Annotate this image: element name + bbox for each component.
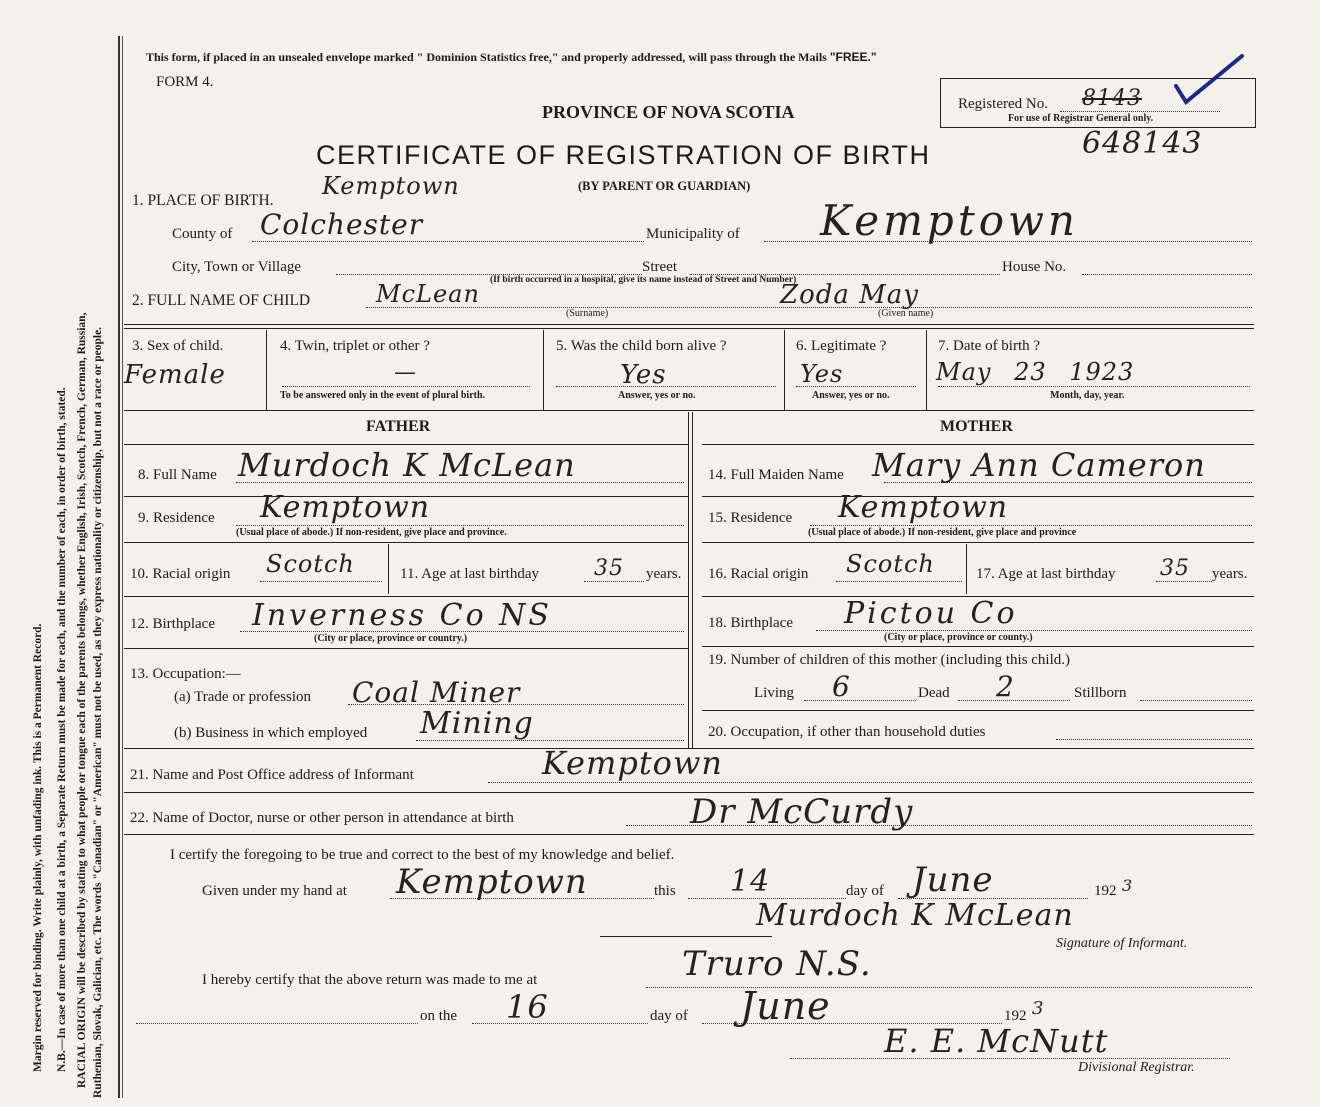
informant-line — [488, 782, 1252, 783]
living-value: 6 — [832, 670, 851, 703]
father-racial-divider — [388, 544, 389, 594]
form-number: FORM 4. — [156, 74, 214, 90]
mother-rule-4 — [702, 646, 1254, 647]
given-name-caption: (Given name) — [878, 308, 934, 319]
registrar-day-line — [472, 1023, 648, 1024]
registrar-lead-line — [136, 1023, 418, 1024]
rule-after-name — [124, 324, 1254, 325]
dead-value: 2 — [996, 670, 1015, 703]
mother-racial-label: 16. Racial origin — [708, 566, 809, 582]
father-birthplace-value: Inverness Co NS — [252, 598, 552, 633]
dob-note: Month, day, year. — [1050, 390, 1125, 401]
given-place-value: Kemptown — [396, 862, 588, 902]
registrar-place-value: Truro N.S. — [682, 944, 872, 984]
given-day-value: 14 — [730, 864, 771, 899]
born-alive-label: 5. Was the child born alive ? — [556, 338, 727, 354]
sex-value: Female — [124, 360, 226, 390]
father-residence-value: Kemptown — [260, 490, 431, 525]
twin-note: To be answered only in the event of plural birth. — [280, 390, 486, 401]
father-trade-value: Coal Miner — [352, 676, 521, 709]
county-line — [252, 241, 644, 242]
registrar-signature: E. E. McNutt — [884, 1022, 1109, 1060]
stillborn-line — [1140, 700, 1252, 701]
father-birthplace-note: (City or place, province or country.) — [314, 633, 468, 644]
dead-label: Dead — [918, 685, 950, 701]
father-residence-line — [236, 525, 684, 526]
father-name-label: 8. Full Name — [138, 467, 217, 483]
mother-age-value: 35 — [1160, 556, 1190, 581]
living-label: Living — [754, 685, 794, 701]
registrar-year-suffix: 3 — [1032, 998, 1045, 1019]
father-trade-label: (a) Trade or profession — [174, 689, 312, 705]
margin-note-1: Margin reserved for binding. Write plainly, with unfading ink. This is a Permanent Record. — [32, 623, 44, 1072]
mother-racial-value: Scotch — [846, 550, 935, 578]
father-age-unit: years. — [646, 566, 682, 582]
house-number-label: House No. — [1002, 259, 1067, 275]
mother-name-label: 14. Full Maiden Name — [708, 467, 844, 483]
county-value: Colchester — [260, 208, 424, 241]
dob-label: 7. Date of birth ? — [938, 338, 1041, 354]
registrar-signature-caption: Divisional Registrar. — [1078, 1060, 1195, 1075]
registrar-day-value: 16 — [506, 988, 549, 1026]
margin-note-3: RACIAL ORIGIN will be described by stating to what people or tongue each of the parents belongs, whether English, Irish, Scotch, French, German, Russian, — [76, 312, 88, 1088]
binding-margin-rule — [118, 36, 120, 1098]
on-the-label: on the — [420, 1008, 458, 1024]
sex-label: 3. Sex of child. — [132, 338, 224, 354]
dob-line — [938, 386, 1250, 387]
divider-3-4 — [266, 330, 267, 410]
mother-rule-2 — [702, 542, 1254, 543]
father-residence-note: (Usual place of abode.) If non-resident, give place and province. — [236, 527, 507, 538]
child-surname-value: McLean — [376, 280, 480, 308]
given-year-prefix: 192 — [1094, 883, 1117, 899]
father-heading-rule — [124, 444, 688, 445]
house-number-line — [1082, 274, 1252, 275]
legitimate-note: Answer, yes or no. — [812, 390, 890, 401]
father-residence-label: 9. Residence — [138, 510, 215, 526]
twin-line — [282, 386, 530, 387]
father-business-label: (b) Business in which employed — [174, 725, 368, 741]
mother-rule-5 — [702, 710, 1254, 711]
born-alive-value: Yes — [620, 360, 667, 390]
registrar-use-note: For use of Registrar General only. — [1008, 113, 1154, 124]
father-rule-3 — [124, 596, 688, 597]
father-racial-label: 10. Racial origin — [130, 566, 231, 582]
registrar-place-line — [646, 987, 1252, 988]
this-label: this — [654, 883, 676, 899]
divider-6-7 — [926, 330, 927, 410]
given-under-label: Given under my hand at — [202, 883, 347, 899]
father-rule-2 — [124, 542, 688, 543]
mother-residence-value: Kemptown — [838, 490, 1009, 525]
rule-after-doctor — [124, 834, 1254, 835]
stillborn-label: Stillborn — [1074, 685, 1127, 701]
parents-divider-2 — [692, 412, 693, 748]
father-business-value: Mining — [420, 706, 534, 741]
registration-number-written: 648143 — [1082, 126, 1203, 161]
father-rule-4 — [124, 648, 688, 649]
mother-racial-divider — [966, 544, 967, 594]
by-parent-note: (BY PARENT OR GUARDIAN) — [578, 179, 751, 193]
province-heading: PROVINCE OF NOVA SCOTIA — [542, 102, 795, 122]
rule-after-name-2 — [124, 328, 1254, 329]
doctor-label: 22. Name of Doctor, nurse or other person in attendance at birth — [130, 810, 514, 826]
mother-birthplace-label: 18. Birthplace — [708, 615, 793, 631]
informant-value: Kemptown — [542, 744, 723, 782]
mother-heading-rule — [702, 444, 1254, 445]
county-label: County of — [172, 226, 233, 242]
mail-note-text: This form, if placed in an unsealed envelope marked " Dominion Statistics free," and properly addressed, will pass through the Mails — [146, 50, 827, 64]
hospital-note: (If birth occurred in a hospital, give its name instead of Street and Number) — [490, 275, 797, 285]
divider-5-6 — [784, 330, 785, 410]
mother-birthplace-value: Pictou Co — [844, 596, 1018, 631]
mother-children-label: 19. Number of children of this mother (including this child.) — [708, 652, 1071, 668]
mother-racial-line — [836, 581, 962, 582]
father-age-label: 11. Age at last birthday — [400, 566, 539, 582]
father-racial-line — [260, 581, 382, 582]
registered-label: Registered No. — [958, 96, 1048, 112]
municipality-label: Municipality of — [646, 226, 740, 242]
father-name-value: Murdoch K McLean — [238, 446, 576, 484]
father-age-value: 35 — [594, 556, 624, 581]
registrar-day-of-label: day of — [650, 1008, 688, 1024]
registrar-month-value: June — [740, 984, 831, 1028]
place-of-birth-label: 1. PLACE OF BIRTH. — [132, 192, 274, 209]
dob-value: May 23 1923 — [936, 358, 1135, 386]
city-label: City, Town or Village — [172, 259, 302, 275]
father-racial-value: Scotch — [266, 550, 355, 578]
father-age-line — [584, 581, 644, 582]
mother-occupation-label: 20. Occupation, if other than household duties — [708, 724, 986, 740]
mother-residence-line — [810, 525, 1252, 526]
registered-number: 8143 — [1082, 86, 1142, 111]
mother-age-line — [1156, 581, 1212, 582]
day-of-label: day of — [846, 883, 884, 899]
mail-note — [146, 50, 877, 65]
informant-signature-line — [600, 936, 772, 937]
father-heading: FATHER — [366, 418, 431, 435]
twin-value: — — [394, 360, 417, 385]
mother-residence-note: (Usual place of abode.) If non-resident, give place and province — [808, 527, 1077, 538]
rule-before-parents — [124, 410, 1254, 411]
margin-note-2: N.B.—In case of more than one child at a birth, a Separate Return must be made for each, and the number of each, in order of birth, stated. — [56, 387, 68, 1072]
twin-label: 4. Twin, triplet or other ? — [280, 338, 430, 354]
mail-free: "FREE." — [829, 50, 877, 64]
street-label: Street — [642, 259, 677, 275]
mother-heading: MOTHER — [940, 418, 1013, 435]
margin-note-4: Ruthenian, Slovak, Galician, etc. The words "Canadian" or "American" must not be used, as they express nationality or citizenship, but not a race or people. — [92, 326, 104, 1098]
informant-signature-caption: Signature of Informant. — [1056, 936, 1188, 951]
doctor-value: Dr McCurdy — [690, 792, 914, 832]
informant-label: 21. Name and Post Office address of Informant — [130, 767, 414, 783]
given-year-suffix: 3 — [1122, 876, 1134, 895]
child-given-name-value: Zoda May — [780, 280, 919, 310]
surname-caption: (Surname) — [566, 308, 609, 319]
father-occupation-label: 13. Occupation:— — [130, 666, 241, 682]
mother-age-label: 17. Age at last birthday — [976, 566, 1116, 582]
full-name-child-label: 2. FULL NAME OF CHILD — [132, 292, 311, 309]
binding-margin-rule-inner — [122, 36, 123, 1098]
mother-name-value: Mary Ann Cameron — [872, 446, 1206, 484]
checkmark-icon — [1172, 52, 1246, 108]
born-alive-note: Answer, yes or no. — [618, 390, 696, 401]
registrar-statement: I hereby certify that the above return was made to me at — [202, 972, 538, 988]
rule-after-informant — [124, 792, 1254, 793]
given-month-value: June — [912, 860, 994, 900]
living-line — [804, 700, 916, 701]
legitimate-value: Yes — [800, 360, 844, 388]
father-birthplace-label: 12. Birthplace — [130, 616, 215, 632]
mother-residence-label: 15. Residence — [708, 510, 793, 526]
place-of-birth-value: Kemptown — [322, 172, 460, 200]
certify-statement: I certify the foregoing to be true and correct to the best of my knowledge and belief. — [170, 847, 675, 863]
mother-birthplace-note: (City or place, province or county.) — [884, 632, 1033, 643]
parents-divider — [688, 412, 689, 748]
registrar-year-prefix: 192 — [1004, 1008, 1027, 1024]
certificate-title: CERTIFICATE OF REGISTRATION OF BIRTH — [316, 140, 931, 170]
registered-line — [1060, 111, 1220, 112]
municipality-value: Kemptown — [820, 196, 1079, 245]
divider-4-5 — [543, 330, 544, 410]
legitimate-label: 6. Legitimate ? — [796, 338, 887, 354]
mother-age-unit: years. — [1212, 566, 1248, 582]
mother-occupation-line — [1056, 739, 1252, 740]
informant-signature: Murdoch K McLean — [756, 898, 1074, 933]
